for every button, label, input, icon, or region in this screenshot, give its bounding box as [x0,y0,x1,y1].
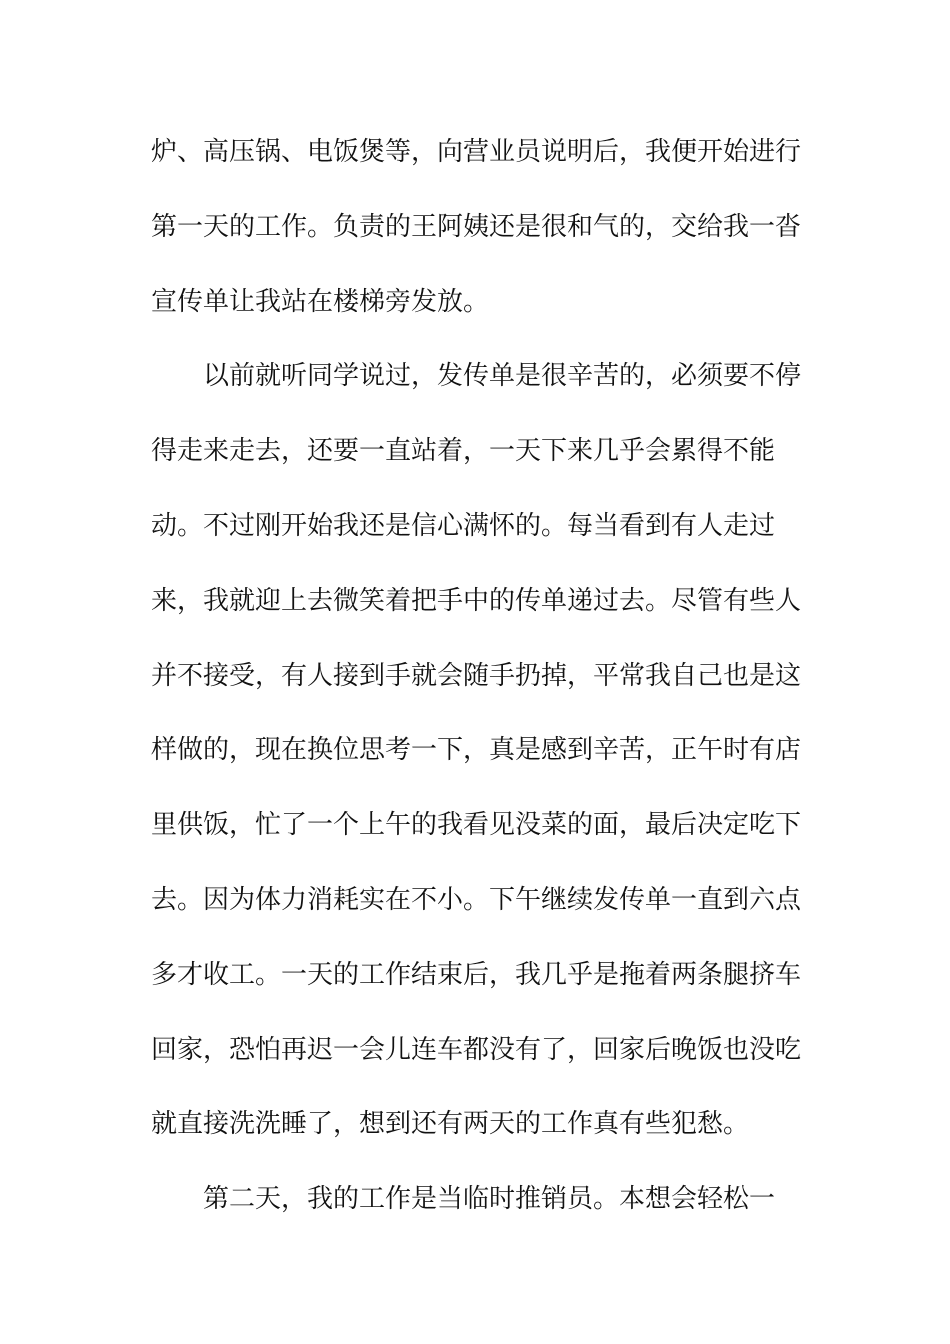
text-line: 宣传单让我站在楼梯旁发放。 [151,286,490,317]
text-line: 得走来走去，还要一直站着，一天下来几乎会累得不能 [151,436,776,467]
text-line: 以前就听同学说过，发传单是很辛苦的，必须要不停 [203,361,802,392]
text-line: 里供饭，忙了一个上午的我看见没菜的面，最后决定吃下 [151,810,802,841]
document-body [151,128,811,1250]
text-line: 来，我就迎上去微笑着把手中的传单递过去。尽管有些人 [151,585,802,616]
text-line: 第二天，我的工作是当临时推销员。本想会轻松一 [203,1184,776,1215]
text-line: 去。因为体力消耗实在不小。下午继续发传单一直到六点 [151,884,802,915]
text-line: 多才收工。一天的工作结束后，我几乎是拖着两条腿挤车 [151,959,802,990]
text-line: 并不接受，有人接到手就会随手扔掉，平常我自己也是这 [151,660,802,691]
text-line: 就直接洗洗睡了，想到还有两天的工作真有些犯愁。 [151,1109,750,1140]
text-line: 炉、高压锅、电饭煲等，向营业员说明后，我便开始进行 [151,137,802,167]
text-line: 样做的，现在换位思考一下，真是感到辛苦，正午时有店 [151,735,802,766]
text-line: 第一天的工作。负责的王阿姨还是很和气的，交给我一沓 [151,211,802,242]
text-line: 动。不过刚开始我还是信心满怀的。每当看到有人走过 [151,510,776,541]
text-line: 回家，恐怕再迟一会儿连车都没有了，回家后晚饭也没吃 [151,1034,802,1065]
